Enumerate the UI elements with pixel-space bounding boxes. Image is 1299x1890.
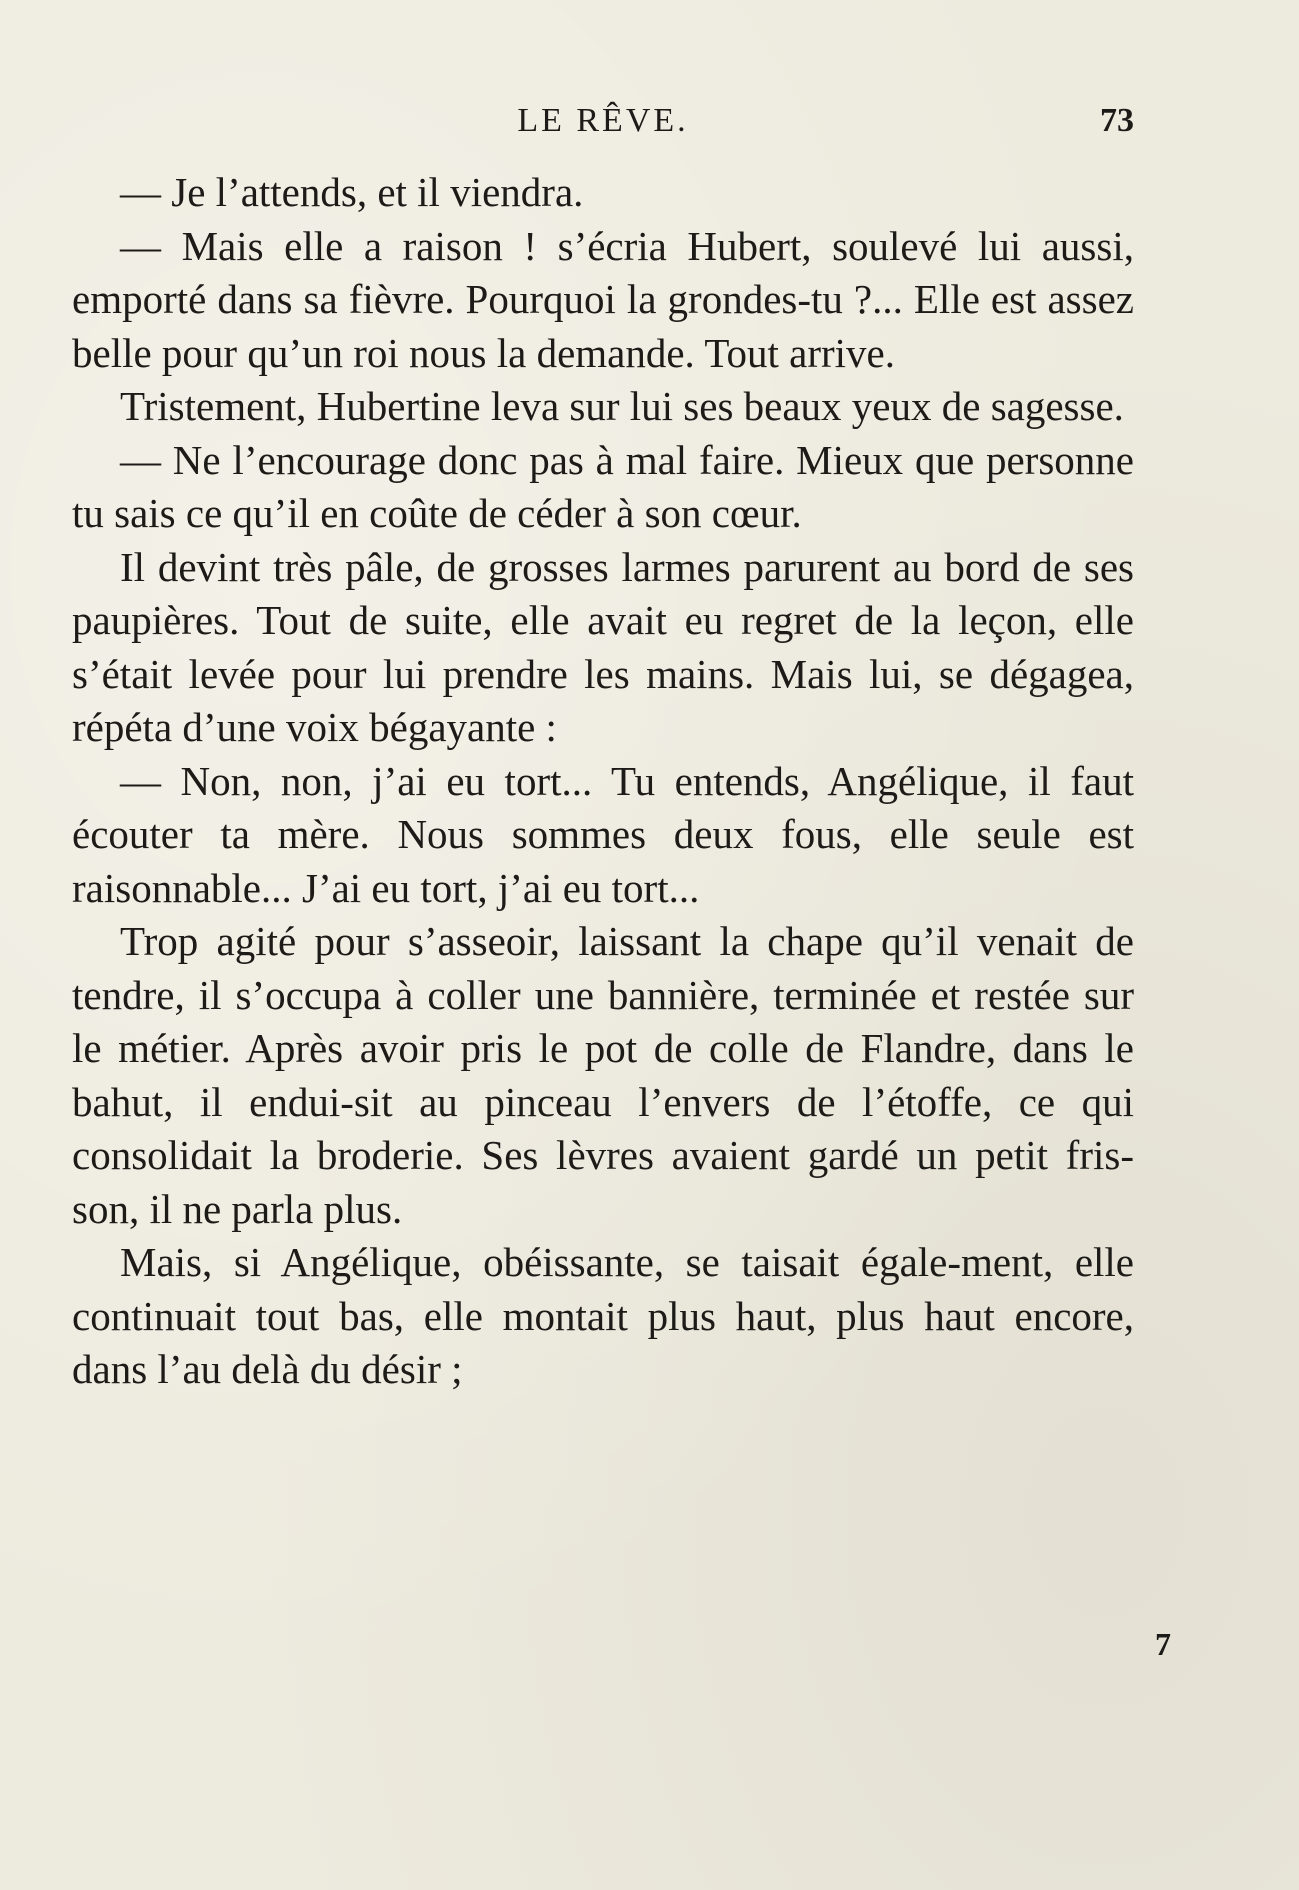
book-page [72,96,1134,1796]
body-text [72,166,1134,1397]
paragraph: Il devint très pâle, de grosses larmes parurent au bord de ses paupières. Tout de suite, elle avait eu regret de la leçon, elle s’était levée pour lui prendre les mains. Mais lui, se dégagea, répéta d’une voix bégayante : [72,543,1134,750]
running-header [72,96,1134,148]
signature-mark: 7 [1155,1626,1171,1662]
running-title: LE RÊVE. [517,102,689,139]
paragraph: — Ne l’encourage donc pas à mal faire. Mieux que personne tu sais ce qu’il en coûte de céder à son cœur. [72,436,1134,536]
paragraph: — Non, non, j’ai eu tort... Tu entends, Angélique, il faut écouter ta mère. Nous sommes deux fous, elle seule est raisonnable... J’ai eu tort, j’ai eu tort... [72,757,1134,911]
paragraph: — Je l’attends, et il viendra. [120,169,584,215]
paragraph: Trop agité pour s’asseoir, laissant la chape qu’il venait de tendre, il s’occupa à coller une bannière, terminée et restée sur le métier. Après avoir pris le pot de colle de Flandre, dans le bahut, il endui-sit au pinceau l’envers de l’étoffe, ce qui consolidait la broderie. Ses lèvres avaient gardé un petit fris-son, il ne parla plus. [72,918,1134,1232]
page-number: 73 [1100,102,1134,139]
paragraph: Mais, si Angélique, obéissante, se taisait égale-ment, elle continuait tout bas, elle montait plus haut, plus haut encore, dans l’au delà du désir ; [72,1239,1134,1392]
paragraph: — Mais elle a raison ! s’écria Hubert, soulevé lui aussi, emporté dans sa fièvre. Pourquoi la grondes-tu ?... Elle est assez belle pour qu’un roi nous la demande. Tout arrive. [72,222,1134,376]
paragraph: Tristement, Hubertine leva sur lui ses beaux yeux de sagesse. [120,383,1124,429]
